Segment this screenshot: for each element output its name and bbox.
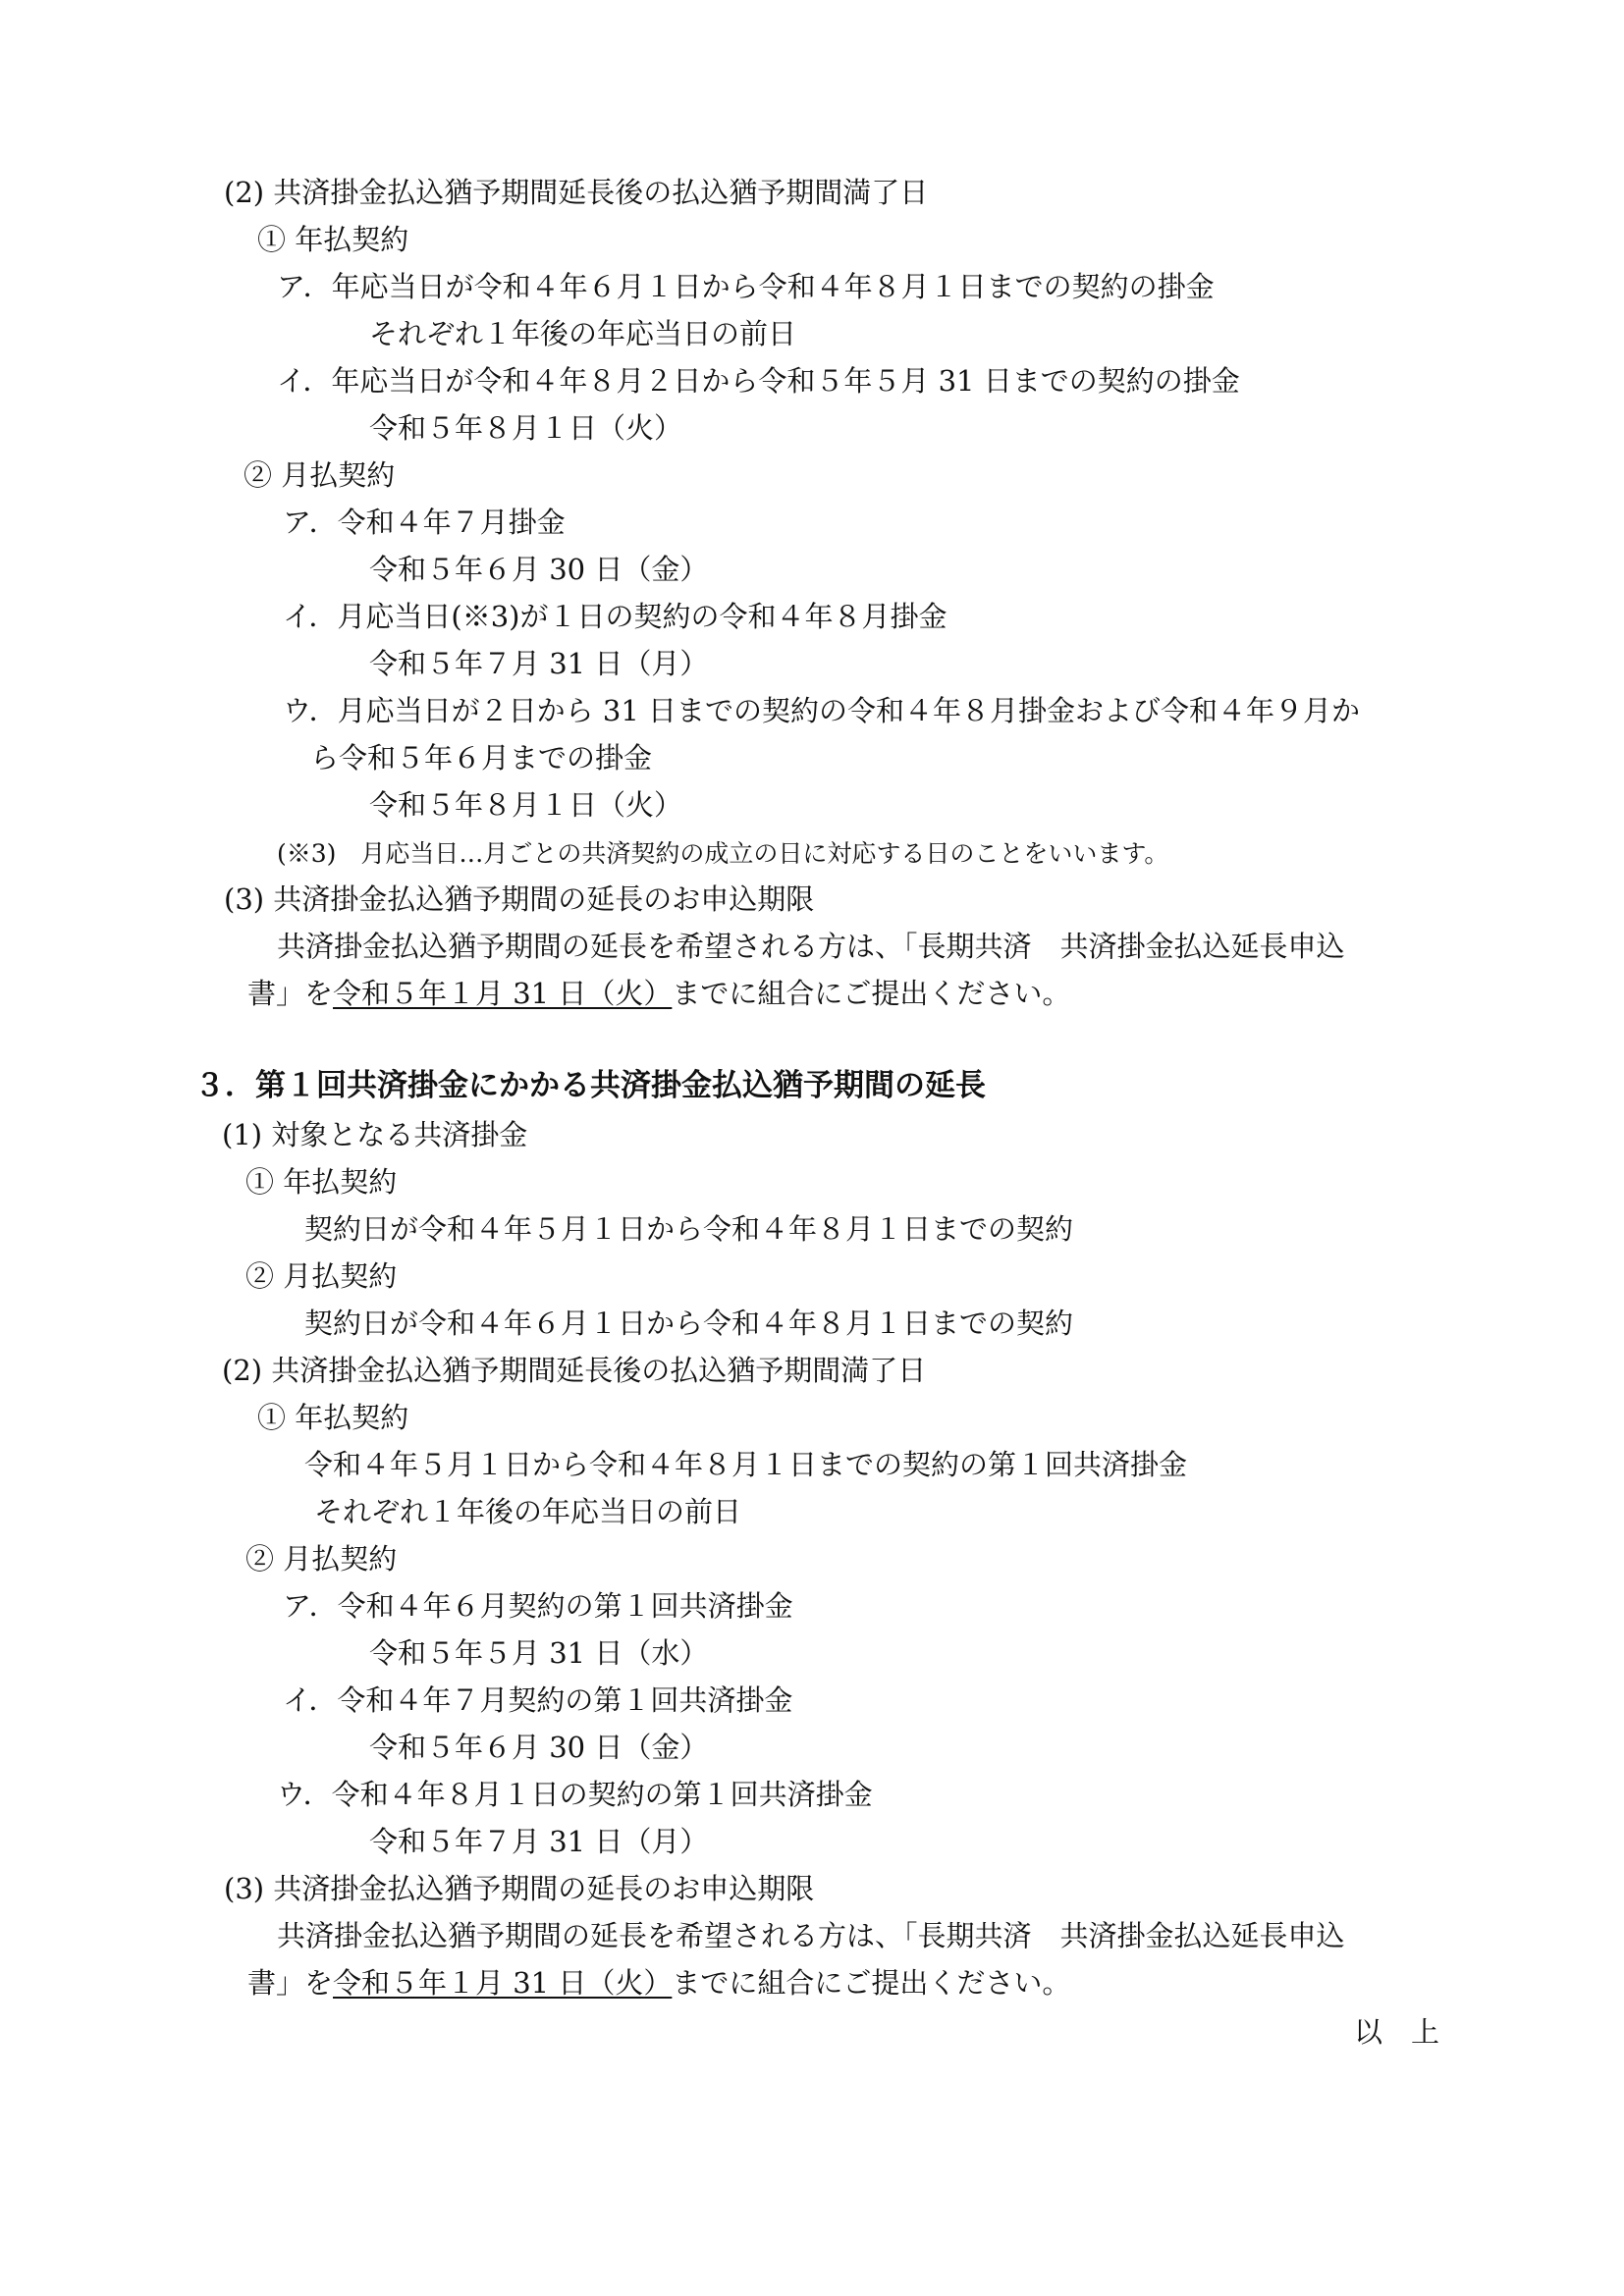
s3-p2-heading: (2) 共済掛金払込猶予期間延長後の払込猶予期間満了日: [222, 1354, 927, 1387]
s2-p2-1-heading: ① 年払契約: [257, 223, 409, 256]
s3-p1-1-heading: ① 年払契約: [245, 1165, 398, 1199]
s2-p2-2-a: ア．令和４年７月掛金: [283, 506, 566, 539]
closing-mark: 以 上: [1353, 2015, 1439, 2049]
s3-p2-2-u-date: 令和５年７月 31 日（月）: [369, 1825, 709, 1858]
s2-p3-deadline: 令和５年１月 31 日（火）: [333, 977, 673, 1010]
s3-p2-1-body: 令和４年５月１日から令和４年８月１日までの契約の第１回共済掛金: [304, 1448, 1188, 1481]
s2-note3: (※3) 月応当日…月ごとの共済契約の成立の日に対応する日のことをいいます。: [277, 839, 1169, 868]
s3-p2-2-i-date: 令和５年６月 30 日（金）: [369, 1731, 709, 1764]
s3-p2-1-heading: ① 年払契約: [257, 1401, 409, 1434]
s3-p3-body-line2: [247, 1965, 1070, 2001]
s3-p2-2-i: イ．令和４年７月契約の第１回共済掛金: [283, 1683, 793, 1717]
s3-title: ３．第１回共済掛金にかかる共済掛金払込猶予期間の延長: [194, 1068, 986, 1103]
s2-p2-1-a: ア．年応当日が令和４年６月１日から令和４年８月１日までの契約の掛金: [277, 270, 1215, 303]
s3-p1-2-body: 契約日が令和４年６月１日から令和４年８月１日までの契約: [304, 1307, 1074, 1340]
s2-p2-2-u-date: 令和５年８月１日（火）: [369, 788, 683, 822]
s3-p2-2-heading: ② 月払契約: [245, 1542, 398, 1575]
s3-p1-2-heading: ② 月払契約: [245, 1259, 398, 1293]
s2-p2-2-a-date: 令和５年６月 30 日（金）: [369, 553, 709, 586]
s3-p2-2-u: ウ．令和４年８月１日の契約の第１回共済掛金: [277, 1778, 873, 1811]
s3-p1-1-body: 契約日が令和４年５月１日から令和４年８月１日までの契約: [304, 1212, 1074, 1246]
s2-p2-2-i-date: 令和５年７月 31 日（月）: [369, 647, 709, 680]
s2-p2-2-u-line1: ウ．月応当日が２日から 31 日までの契約の令和４年８月掛金および令和４年９月か: [283, 694, 1361, 727]
s2-p3-body-line2: [247, 976, 1070, 1011]
s3-p1-heading: (1) 対象となる共済掛金: [222, 1118, 528, 1151]
s2-p2-heading: (2) 共済掛金払込猶予期間延長後の払込猶予期間満了日: [224, 176, 929, 209]
s2-p2-2-u-line2: ら令和５年６月までの掛金: [310, 741, 653, 774]
s3-p3-body-line1: 共済掛金払込猶予期間の延長を希望される方は、「長期共済 共済掛金払込延長申込: [277, 1919, 1345, 1952]
s2-p2-1-i-date: 令和５年８月１日（火）: [369, 411, 683, 445]
s3-p3-body-pre: 書」を: [247, 1966, 334, 2000]
s3-p2-1-date: それぞれ１年後の年応当日の前日: [314, 1495, 742, 1528]
s3-p3-deadline: 令和５年１月 31 日（火）: [333, 1966, 673, 2000]
s3-p2-2-a-date: 令和５年５月 31 日（水）: [369, 1636, 709, 1670]
s2-p2-2-i: イ．月応当日(※3)が１日の契約の令和４年８月掛金: [283, 600, 947, 633]
s2-p2-2-heading: ② 月払契約: [244, 458, 396, 492]
s2-p3-body-pre: 書」を: [247, 977, 334, 1010]
s2-p2-1-a-date: それぞれ１年後の年応当日の前日: [369, 317, 797, 350]
s2-p3-body-line1: 共済掛金払込猶予期間の延長を希望される方は、「長期共済 共済掛金払込延長申込: [277, 930, 1345, 963]
s3-p2-2-a: ア．令和４年６月契約の第１回共済掛金: [283, 1589, 793, 1623]
s2-p3-heading: (3) 共済掛金払込猶予期間の延長のお申込期限: [224, 882, 815, 916]
s2-p2-1-i: イ．年応当日が令和４年８月２日から令和５年５月 31 日までの契約の掛金: [277, 364, 1240, 398]
s3-p3-body-post: までに組合にご提出ください。: [672, 1966, 1071, 2000]
s3-p3-heading: (3) 共済掛金払込猶予期間の延長のお申込期限: [224, 1872, 815, 1905]
s2-p3-body-post: までに組合にご提出ください。: [672, 977, 1071, 1010]
